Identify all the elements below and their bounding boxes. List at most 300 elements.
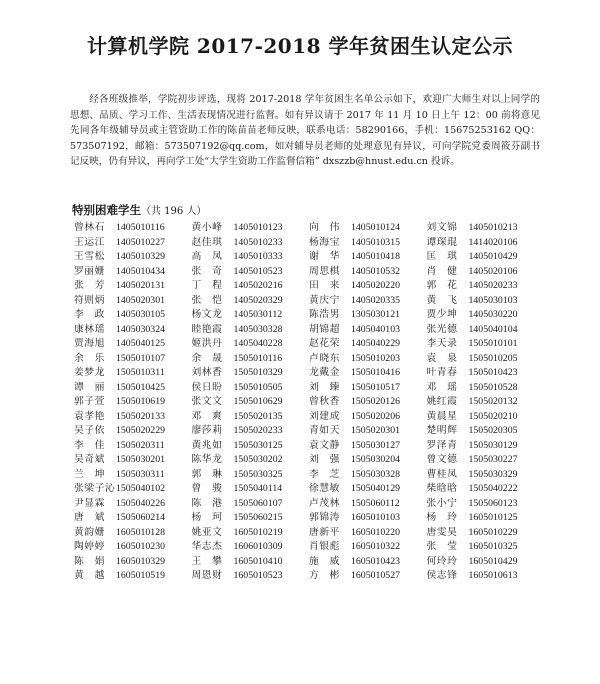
student-name: 曾林石	[74, 222, 105, 233]
student-id: 1405020220	[351, 280, 400, 291]
student-entry	[309, 495, 427, 510]
student-name: 张梁子沁	[74, 483, 116, 494]
student-name: 唐新平	[309, 526, 340, 538]
student-id: 1405020216	[233, 280, 283, 291]
student-name: 张光德	[426, 323, 458, 335]
student-id: 1505010329	[233, 367, 283, 378]
student-name: 睦艳霞	[191, 323, 223, 335]
student-id: 1505040129	[351, 483, 400, 494]
student-name: 刘林香	[191, 367, 223, 378]
student-entry	[309, 553, 427, 568]
student-name: 陈 港	[191, 497, 223, 509]
student-entry	[427, 364, 545, 379]
student-entry	[309, 509, 427, 524]
student-name: 高 凤	[191, 251, 223, 262]
student-name: 曹桂凤	[426, 468, 458, 480]
student-id: 1405040103	[351, 323, 400, 335]
student-entry	[309, 408, 427, 423]
student-id: 1505030127	[351, 439, 400, 451]
student-entry	[192, 451, 310, 466]
student-name: 余 晟	[191, 352, 223, 364]
student-id: 1405010124	[351, 222, 400, 233]
student-id: 1405030220	[468, 309, 518, 320]
student-entry	[427, 277, 545, 292]
student-name: 青如天	[309, 425, 340, 436]
student-name: 张 莹	[426, 541, 458, 552]
student-name: 黄小峰	[191, 222, 223, 233]
student-entry	[192, 321, 310, 336]
student-entry	[309, 277, 427, 292]
student-entry	[309, 219, 427, 234]
student-entry	[74, 292, 192, 307]
student-name: 施 威	[309, 555, 340, 567]
student-name: 张 恺	[191, 294, 223, 306]
student-id: 1405020106	[468, 265, 518, 277]
student-name: 匡 琪	[426, 251, 458, 262]
student-name: 黄 飞	[426, 294, 458, 306]
student-entry	[192, 495, 310, 510]
student-name: 刘 强	[309, 454, 340, 465]
student-entry	[192, 393, 310, 408]
student-entry	[192, 422, 310, 437]
student-entry	[74, 364, 192, 379]
student-name: 兰 坤	[74, 468, 105, 480]
student-name: 刘建成	[309, 410, 340, 422]
student-entry	[192, 509, 310, 524]
student-id: 1405020335	[351, 294, 400, 306]
student-name: 刘文锦	[426, 222, 458, 233]
student-entry	[74, 321, 192, 336]
student-name: 罗泽青	[426, 439, 458, 451]
student-id: 1505040114	[233, 483, 283, 494]
student-entry	[74, 393, 192, 408]
student-name: 黄晨星	[426, 410, 458, 422]
student-entry	[309, 263, 427, 278]
section-label: 特别困难学生	[72, 203, 141, 217]
student-name: 邓 瑶	[426, 381, 458, 393]
student-name: 叶青春	[426, 367, 458, 378]
student-name: 陈 娟	[74, 555, 105, 567]
student-id: 1405010233	[233, 236, 283, 248]
student-entry	[309, 538, 427, 553]
student-entry	[74, 234, 192, 249]
student-name: 胡锦超	[309, 323, 340, 335]
student-id: 1405010434	[116, 265, 165, 277]
student-id: 1505030125	[233, 439, 283, 451]
student-id: 1505040102	[116, 483, 165, 494]
student-entry	[74, 480, 192, 495]
student-name: 李 芝	[309, 468, 340, 480]
student-entry	[427, 553, 545, 568]
student-id: 1605010230	[116, 541, 165, 552]
student-entry	[427, 509, 545, 524]
student-entry	[192, 480, 310, 495]
student-entry	[309, 306, 427, 321]
student-roster	[74, 219, 544, 582]
student-id: 1405010123	[233, 222, 283, 233]
student-id: 1505030328	[351, 468, 400, 480]
student-id: 1405010116	[116, 222, 165, 233]
student-id: 1505030325	[233, 468, 283, 480]
student-entry	[309, 422, 427, 437]
student-name: 肖 健	[426, 265, 458, 277]
notice-paragraph: 经各班级推举，学院初步评选，现将 2017-2018 学年贫困生名单公示如下，欢迎广大师生对以上同学的思想、品质、学习工作、生活表现情况进行监督。如有异议请于 2017 年 11 月 10 日上午 12：00 前将意见先同各年级辅导员或主管资助工作的陈苗苗老师反映，联系电话：58290166，手机：15675253162 QQ：573507192，邮箱：573507192@qq.com，如对辅导员老师的处理意见有异议，可向学院党委周筱芬副书记反映，仍有异议，再向学工处“大学生资助工作监督信箱” dxszzb@hnust.edu.cn 投诉。	[70, 94, 540, 168]
student-id: 1505010116	[233, 352, 283, 364]
student-entry	[427, 538, 545, 553]
student-name: 姜梦龙	[74, 367, 105, 378]
student-id: 1605010128	[116, 526, 165, 538]
student-entry	[427, 350, 545, 365]
student-id: 1405020301	[116, 294, 165, 306]
student-id: 1605010423	[351, 555, 400, 567]
student-entry	[309, 350, 427, 365]
student-name: 曾文德	[426, 454, 458, 465]
student-id: 1605010429	[468, 555, 518, 567]
student-entry	[309, 567, 427, 582]
student-id: 1505010423	[468, 367, 518, 378]
student-name: 贾海旭	[74, 338, 105, 349]
student-id: 1505020311	[116, 439, 165, 451]
student-name: 尹显霖	[74, 497, 105, 509]
student-entry	[74, 248, 192, 263]
student-entry	[192, 234, 310, 249]
student-name: 邓 爽	[191, 410, 223, 422]
page-title: 计算机学院 2017-2018 学年贫困生认定公示	[86, 34, 514, 58]
student-name: 徐慧敏	[309, 483, 340, 494]
student-id: 1505020305	[468, 425, 518, 436]
student-id: 1505020229	[116, 425, 165, 436]
student-id: 1505030227	[468, 454, 518, 465]
student-name: 姬洪丹	[191, 338, 223, 349]
student-id: 1605010329	[116, 555, 165, 567]
student-id: 1505020135	[233, 410, 283, 422]
student-id: 1405020329	[233, 294, 283, 306]
student-entry	[192, 524, 310, 539]
student-name: 符则炳	[74, 294, 105, 306]
student-entry	[309, 437, 427, 452]
student-id: 1505030311	[116, 468, 165, 480]
student-name: 袁孝艳	[74, 410, 105, 422]
student-entry	[427, 451, 545, 466]
student-id: 1605010523	[233, 570, 283, 581]
student-id: 1405010523	[233, 265, 283, 277]
student-id: 1505030201	[116, 454, 165, 465]
student-entry	[74, 219, 192, 234]
student-id: 1605010410	[233, 555, 283, 567]
student-name: 杨文龙	[191, 309, 223, 320]
student-id: 1505010107	[116, 352, 165, 364]
student-entry	[427, 495, 545, 510]
student-name: 姚亚文	[191, 526, 223, 538]
student-id: 1605010325	[468, 541, 518, 552]
student-id: 1505010619	[116, 396, 165, 407]
student-id: 1605010220	[351, 526, 400, 538]
student-id: 1505010203	[351, 352, 400, 364]
student-id: 1414020106	[468, 236, 518, 248]
student-id: 1505010311	[116, 367, 165, 378]
student-id: 1405010532	[351, 265, 400, 277]
student-id: 1606010309	[233, 541, 283, 552]
student-name: 袁 泉	[426, 352, 458, 364]
student-name: 吴奇斌	[74, 454, 105, 465]
student-id: 1605010103	[351, 512, 400, 523]
student-entry	[192, 364, 310, 379]
student-entry	[192, 408, 310, 423]
student-id: 1405030328	[233, 323, 283, 335]
student-id: 1305030121	[351, 309, 400, 320]
student-entry	[427, 437, 545, 452]
student-name: 谭 丽	[74, 381, 105, 393]
student-name: 唐 斌	[74, 512, 105, 523]
student-name: 郭子萱	[74, 396, 105, 407]
student-id: 1505020301	[351, 425, 400, 436]
student-id: 1405040228	[233, 338, 283, 349]
student-name: 楚明辉	[426, 425, 458, 436]
student-name: 姚红霞	[426, 396, 458, 407]
student-entry	[192, 248, 310, 263]
student-entry	[309, 393, 427, 408]
student-name: 黄庆宁	[309, 294, 340, 306]
student-id: 1505030129	[468, 439, 518, 451]
student-entry	[427, 263, 545, 278]
student-id: 1505060112	[351, 497, 400, 509]
student-entry	[427, 480, 545, 495]
student-entry	[192, 277, 310, 292]
student-name: 赵佳琪	[191, 236, 223, 248]
student-entry	[427, 219, 545, 234]
student-entry	[427, 234, 545, 249]
student-name: 罗丽姗	[74, 265, 105, 277]
student-id: 1505010425	[116, 381, 165, 393]
student-entry	[427, 393, 545, 408]
student-name: 方 彬	[309, 570, 340, 581]
student-id: 1505060123	[468, 497, 518, 509]
student-name: 丁 程	[191, 280, 223, 291]
student-id: 1405040229	[351, 338, 400, 349]
student-entry	[192, 335, 310, 350]
student-name: 曾 骏	[191, 483, 223, 494]
student-name: 田 来	[309, 280, 340, 291]
student-entry	[192, 538, 310, 553]
student-entry	[427, 306, 545, 321]
student-name: 刘 臻	[309, 381, 340, 393]
student-name: 郭锦涛	[309, 512, 340, 523]
student-id: 1505020233	[233, 425, 283, 436]
student-name: 杨 玲	[426, 512, 458, 523]
student-id: 1405010213	[468, 222, 518, 233]
student-id: 1505020133	[116, 410, 165, 422]
student-name: 谭琛琨	[426, 236, 458, 248]
student-entry	[192, 292, 310, 307]
student-name: 卢茂林	[309, 497, 340, 509]
student-entry	[74, 263, 192, 278]
section-count: （共 196 人）	[141, 206, 207, 217]
student-name: 陈华龙	[191, 454, 223, 465]
student-entry	[427, 422, 545, 437]
student-name: 袁文静	[309, 439, 340, 451]
student-name: 唐雯昊	[426, 526, 458, 538]
student-entry	[192, 437, 310, 452]
student-entry	[192, 553, 310, 568]
student-entry	[309, 466, 427, 481]
student-entry	[192, 350, 310, 365]
student-name: 黄韵姗	[74, 526, 105, 538]
student-name: 陈浩男	[309, 309, 340, 320]
student-entry	[427, 567, 545, 582]
student-name: 李天录	[426, 338, 458, 349]
student-id: 1505060107	[233, 497, 283, 509]
student-id: 1405010418	[351, 251, 400, 262]
student-entry	[309, 321, 427, 336]
student-entry	[74, 538, 192, 553]
student-entry	[74, 335, 192, 350]
student-name: 贾少坤	[426, 309, 458, 320]
student-entry	[192, 219, 310, 234]
student-entry	[309, 364, 427, 379]
student-id: 1605010125	[468, 512, 518, 523]
student-entry	[427, 379, 545, 394]
student-id: 1405010315	[351, 236, 400, 248]
student-id: 1505060215	[233, 512, 283, 523]
student-id: 1405020131	[116, 280, 165, 291]
student-id: 1505040226	[116, 497, 165, 509]
student-id: 1405030105	[116, 309, 165, 320]
student-entry	[427, 321, 545, 336]
student-entry	[427, 408, 545, 423]
student-name: 张 奇	[191, 265, 223, 277]
student-entry	[74, 553, 192, 568]
student-name: 侯日盼	[191, 381, 223, 393]
student-id: 1505030204	[351, 454, 400, 465]
student-name: 何玲玲	[426, 555, 458, 567]
student-name: 龙戴金	[309, 367, 340, 378]
student-id: 1505020132	[468, 396, 518, 407]
student-id: 1505010505	[233, 381, 283, 393]
student-id: 1605010229	[468, 526, 518, 538]
student-name: 周思棋	[309, 265, 340, 277]
student-id: 1405040104	[468, 323, 518, 335]
student-id: 1505020206	[351, 410, 400, 422]
student-entry	[309, 480, 427, 495]
student-id: 1605010219	[233, 526, 283, 538]
student-name: 王运江	[74, 236, 105, 248]
student-entry	[309, 379, 427, 394]
student-name: 杨海宝	[309, 236, 340, 248]
student-entry	[192, 306, 310, 321]
student-name: 王雪松	[74, 251, 105, 262]
student-entry	[427, 292, 545, 307]
student-entry	[74, 306, 192, 321]
student-name: 谢 华	[309, 251, 340, 262]
student-name: 张 芳	[74, 280, 105, 291]
student-id: 1505010416	[351, 367, 400, 378]
student-entry	[427, 248, 545, 263]
student-name: 李 政	[74, 309, 105, 320]
student-entry	[74, 451, 192, 466]
student-id: 1505040222	[468, 483, 518, 494]
student-entry	[74, 524, 192, 539]
student-entry	[309, 248, 427, 263]
student-entry	[74, 379, 192, 394]
student-entry	[192, 379, 310, 394]
student-id: 1605010527	[351, 570, 400, 581]
student-name: 陶婷婷	[74, 541, 105, 552]
student-name: 张文文	[191, 396, 223, 407]
student-entry	[74, 495, 192, 510]
student-id: 1405010329	[116, 251, 165, 262]
student-id: 1405010429	[468, 251, 518, 262]
student-entry	[192, 567, 310, 582]
student-name: 柴晗晗	[426, 483, 458, 494]
student-id: 1505010629	[233, 396, 283, 407]
student-name: 曾秋香	[309, 396, 340, 407]
student-entry	[309, 524, 427, 539]
student-id: 1405030324	[116, 323, 165, 335]
student-name: 郭 琳	[191, 468, 223, 480]
student-entry	[74, 509, 192, 524]
student-name: 肖银彪	[309, 541, 340, 552]
student-name: 杨 珂	[191, 512, 223, 523]
student-entry	[74, 466, 192, 481]
student-id: 1505060214	[116, 512, 165, 523]
student-entry	[427, 466, 545, 481]
student-name: 卢晓东	[309, 352, 340, 364]
student-id: 1505020126	[351, 396, 400, 407]
student-entry	[74, 277, 192, 292]
student-entry	[74, 422, 192, 437]
student-entry	[74, 437, 192, 452]
student-id: 1405040125	[116, 338, 165, 349]
student-id: 1505020210	[468, 410, 518, 422]
student-name: 黄 越	[74, 570, 105, 581]
student-id: 1405030112	[233, 309, 283, 320]
student-entry	[192, 263, 310, 278]
student-id: 1405010227	[116, 236, 165, 248]
student-id: 1405020233	[468, 280, 518, 291]
student-entry	[427, 335, 545, 350]
student-name: 赵花荣	[309, 338, 340, 349]
student-name: 康林瑶	[74, 323, 105, 335]
student-name: 廖莎莉	[191, 425, 223, 436]
student-entry	[309, 292, 427, 307]
student-entry	[74, 567, 192, 582]
section-heading	[72, 202, 206, 218]
student-id: 1505030202	[233, 454, 283, 465]
student-id: 1605010519	[116, 570, 165, 581]
student-name: 余 乐	[74, 352, 105, 364]
student-name: 向 伟	[309, 222, 340, 233]
student-entry	[309, 335, 427, 350]
student-id: 1505030329	[468, 468, 518, 480]
student-name: 黄兆如	[191, 439, 223, 451]
student-entry	[309, 451, 427, 466]
student-name: 郭 花	[426, 280, 458, 291]
student-id: 1505010517	[351, 381, 400, 393]
student-id: 1505010101	[468, 338, 518, 349]
student-id: 1505010528	[468, 381, 518, 393]
student-id: 1505010205	[468, 352, 518, 364]
student-name: 侯志锋	[426, 570, 458, 581]
student-name: 周恩财	[191, 570, 223, 581]
student-name: 华志杰	[191, 541, 223, 552]
student-name: 王 攀	[191, 555, 223, 567]
student-id: 1405030103	[468, 294, 518, 306]
student-name: 李 佳	[74, 439, 105, 451]
student-entry	[74, 408, 192, 423]
student-entry	[309, 234, 427, 249]
student-id: 1605010613	[468, 570, 518, 581]
student-id: 1605010322	[351, 541, 400, 552]
